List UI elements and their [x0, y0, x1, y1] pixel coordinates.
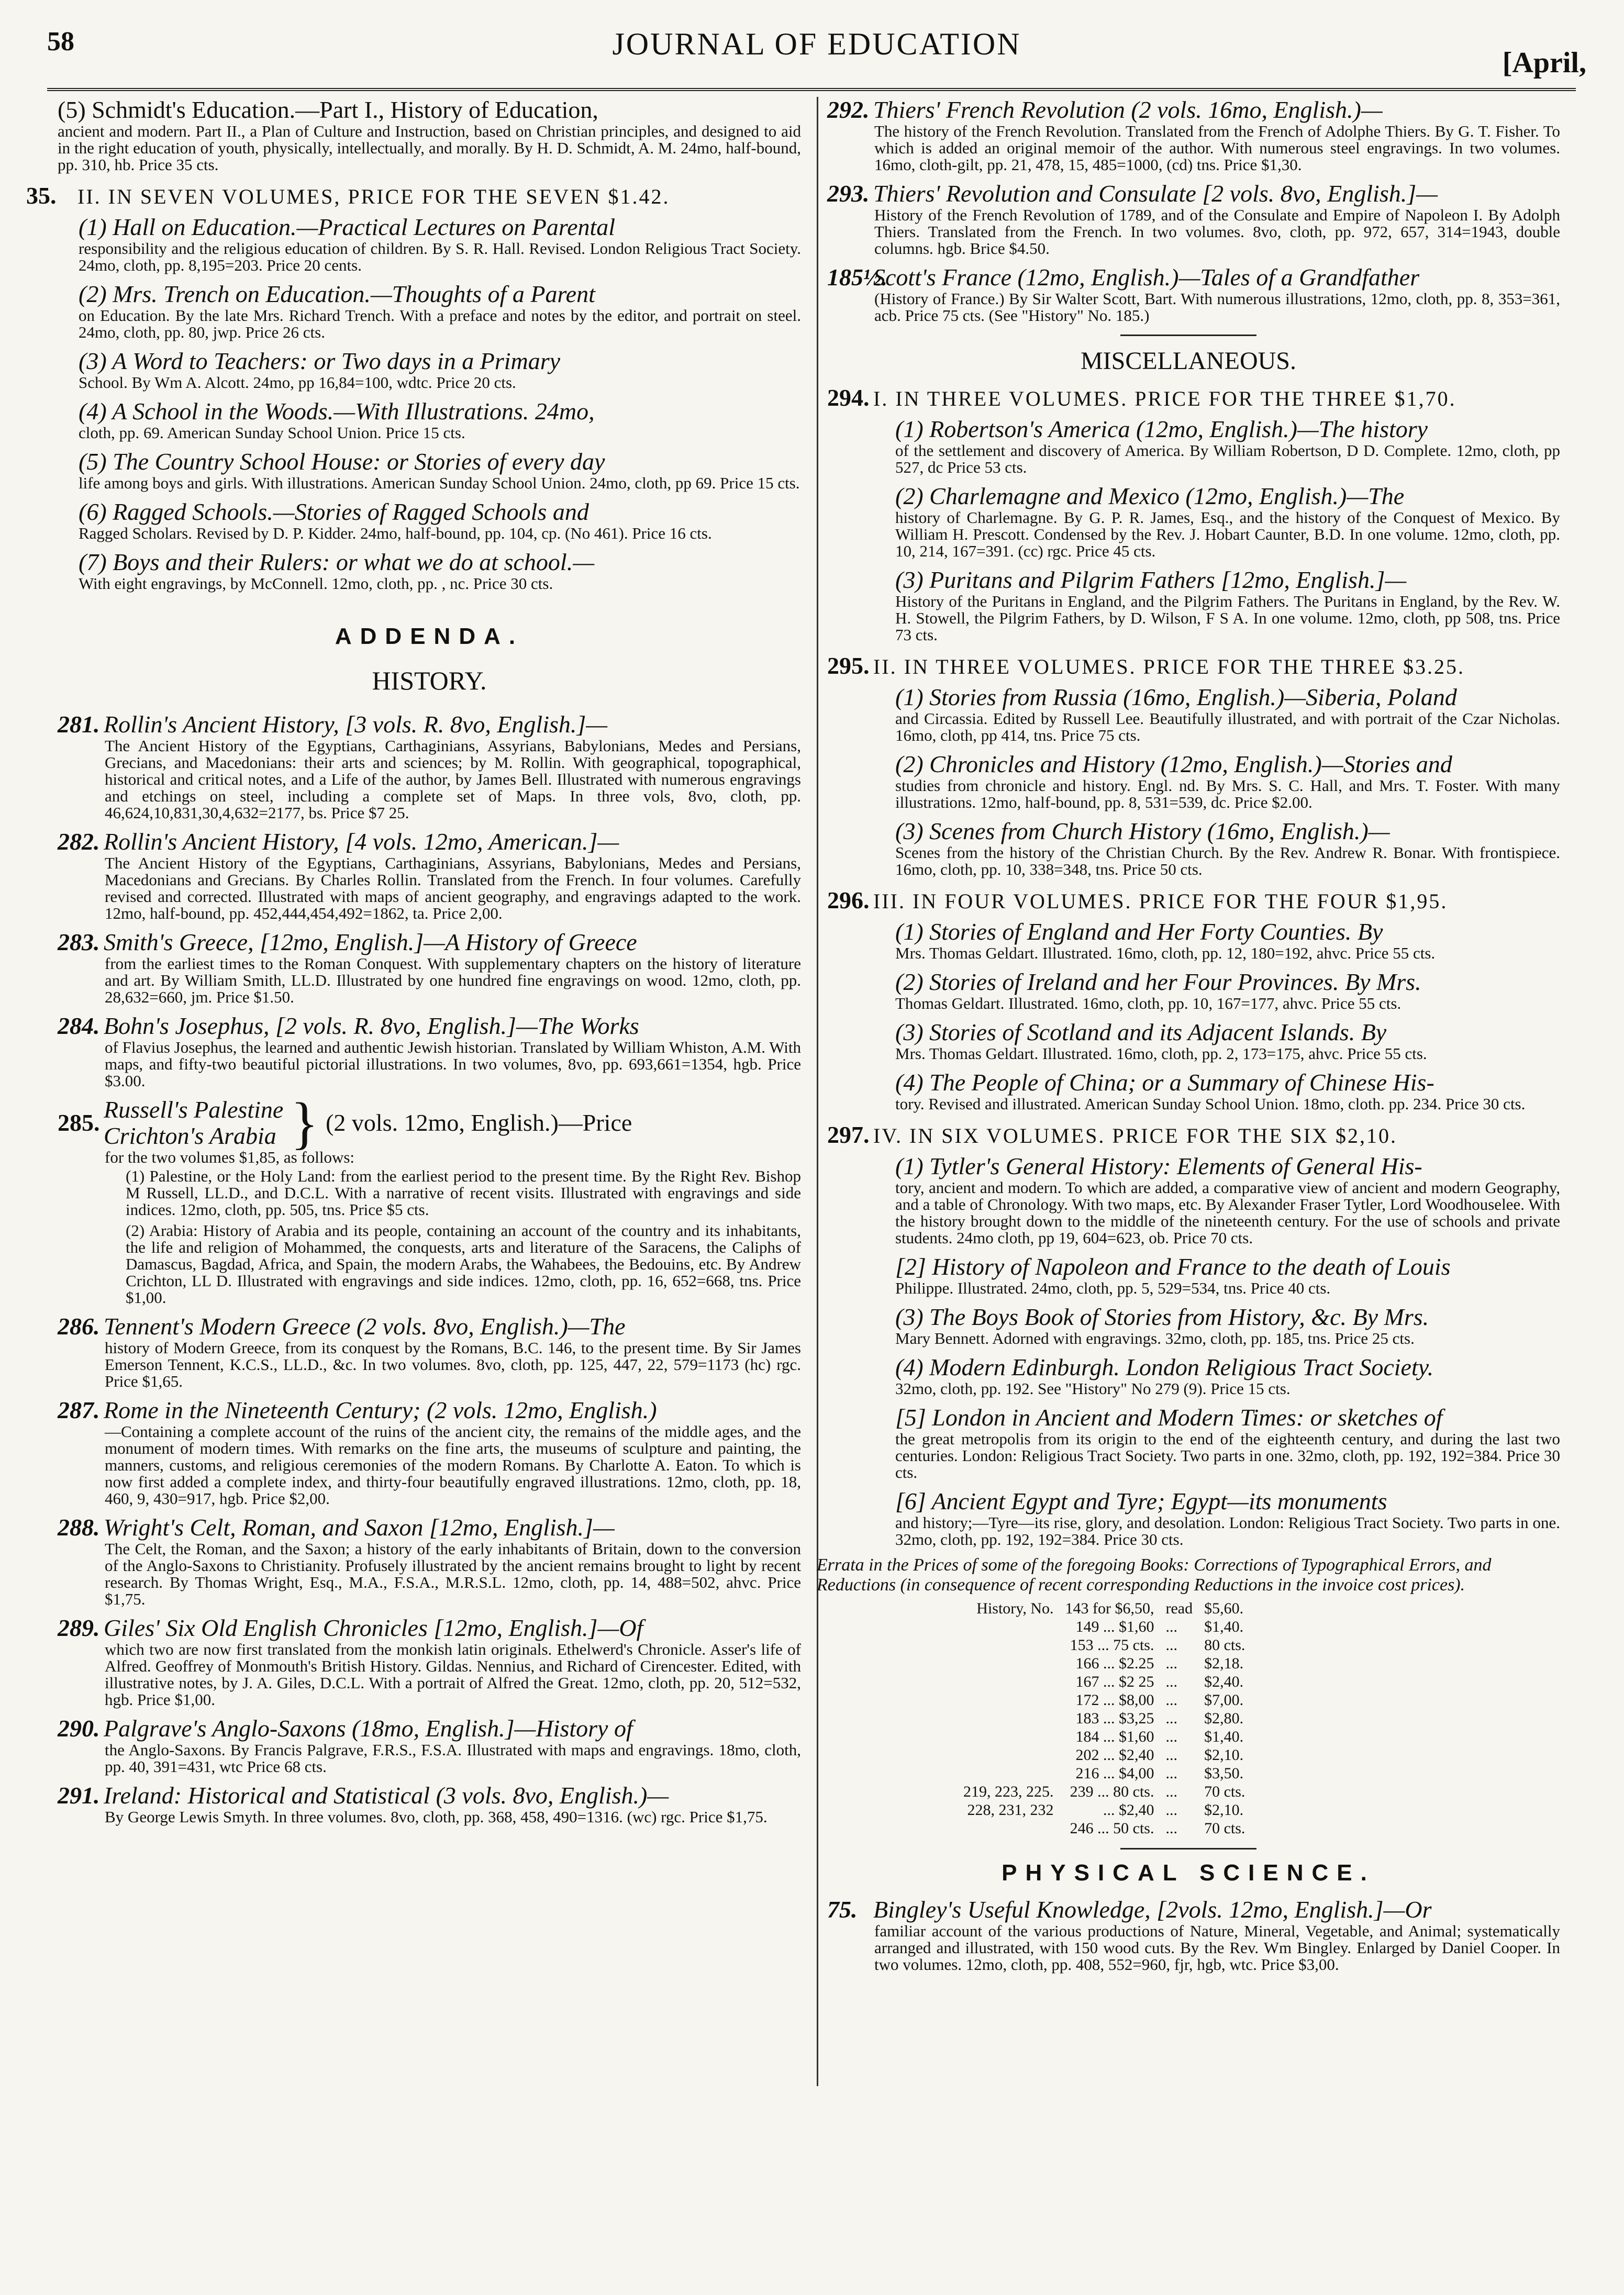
errata-cell: 153 ... 75 cts. — [1070, 1636, 1154, 1654]
item-body: the great metropolis from its origin to the end of the eighteenth century, and during the last two centuries. London: Religious Tract Society. Two parts in one. 32mo, cloth, pp. 192, 192=384. Price 30 cts. — [895, 1430, 1560, 1481]
errata-table — [963, 1599, 1256, 1837]
brace-glyph: } — [291, 1091, 319, 1155]
errata-cell: $2,40. — [1204, 1673, 1244, 1690]
volume-heading — [827, 1121, 1560, 1148]
errata-cell: $7,00. — [1204, 1691, 1244, 1709]
item-lead: (3) Stories of Scotland and its Adjacent Islands. By — [895, 1019, 1387, 1045]
volume-heading — [827, 887, 1560, 913]
miscellaneous-heading: MISCELLANEOUS. — [1080, 347, 1296, 375]
errata-cell: 219, 223, 225. — [963, 1783, 1054, 1800]
item-body: on Education. By the late Mrs. Richard Trench. With a preface and notes by the editor, and portrait on steel. 24mo, cloth, pp. 80, jwp. Price 26 cts. — [79, 306, 801, 341]
sub-entry-palestine: (1) Palestine, or the Holy Land: from the earliest period to the present time. By the Right Rev. Bishop M Russell, LL.D., and D.C.L. With a narrative of recent visits. Illustrated with engravings and side indices. 12mo, cloth, pp. 505, tns. Price $5 cts. — [126, 1167, 801, 1219]
errata-row — [963, 1599, 1256, 1618]
errata-row — [963, 1709, 1256, 1728]
volume-heading — [827, 652, 1560, 679]
errata-cell: $5,60. — [1204, 1600, 1244, 1617]
entry-body: of Flavius Josephus, the learned and authentic Jewish historian. Translated by William Whiston, A.M. With maps, and fifty-two beautiful pictorial illustrations. In two volumes, 8vo, pp. 693,661=1354, hgb. Price $3.00. — [105, 1038, 801, 1090]
errata-cell: 149 ... $1,60 — [1075, 1618, 1154, 1635]
errata-cell: ... — [1165, 1636, 1177, 1654]
errata-row — [963, 1654, 1256, 1673]
entry-title-arabia: Crichton's Arabia — [104, 1122, 276, 1149]
errata-cell — [963, 1764, 1065, 1782]
volume-heading-35 — [26, 182, 801, 209]
entry-body: The Ancient History of the Egyptians, Carthaginians, Assyrians, Babylonians, Medes and Persians, Macedonians and Grecians. By Charles Rollin. Translated from the French. In four volumes. Carefully revised and corrected. Illustrated with maps of ancient geography, and engravings adapted to the work. 12mo, half-bound, pp. 452,444,454,492=1862, ta. Price 2,00. — [105, 854, 801, 922]
errata-cell: ... — [1165, 1746, 1177, 1764]
entry-number: 289. — [58, 1614, 100, 1641]
entry-lead: Rollin's Ancient History, [4 vols. 12mo, American.]— — [104, 828, 619, 855]
item-lead: (1) Hall on Education.—Practical Lectures on Parental — [79, 214, 616, 240]
errata-cell: 166 ... $2.25 — [1075, 1655, 1154, 1672]
errata-cell: $1,40. — [1204, 1618, 1244, 1635]
errata-row — [963, 1691, 1256, 1709]
entry-lead: Rome in the Nineteenth Century; (2 vols. 12mo, English.) — [104, 1397, 657, 1423]
page-number: 58 — [47, 27, 74, 57]
item-body: 32mo, cloth, pp. 192. See "History" No 279 (9). Price 15 cts. — [895, 1379, 1291, 1398]
entry-lead: Bingley's Useful Knowledge, [2vols. 12mo, English.]—Or — [873, 1896, 1432, 1923]
item-body: history of Charlemagne. By G. P. R. James, Esq., and the history of the Conquest of Mexico. By William H. Prescott. Condensed by the Rev. J. Hobart Caunter, B.D. In one volume. 12mo, cloth, pp. 10, 214, 167=391. (cc) rgc. Price 45 cts. — [895, 508, 1560, 560]
item-lead: (4) The People of China; or a Summary of Chinese His- — [895, 1069, 1434, 1096]
volume-label: I. IN THREE VOLUMES. PRICE FOR THE THREE $1,70. — [873, 387, 1456, 410]
errata-cell: ... — [1165, 1765, 1177, 1782]
errata-cell: $2,18. — [1204, 1655, 1244, 1672]
entry-number: 297. — [827, 1121, 870, 1148]
entry-body: The Celt, the Roman, and the Saxon; a history of the early inhabitants of Britain, down to the conversion of the Anglo-Saxons to Christianity. Profusely illustrated by the ancient remains brought to light by recent research. By Thomas Wright, Esq., M.A., F.S.A., M.R.S.L. 12mo, cloth, pp. 14, 488=502, ahvc. Price $1,75. — [105, 1540, 801, 1608]
errata-cell — [963, 1654, 1065, 1673]
item-lead: (3) The Boys Book of Stories from History, &c. By Mrs. — [895, 1304, 1429, 1330]
item-lead: (2) Stories of Ireland and her Four Provinces. By Mrs. — [895, 968, 1421, 995]
volume-label: II. IN THREE VOLUMES. PRICE FOR THE THREE $3.25. — [873, 655, 1465, 678]
entry-number: 185½. — [827, 264, 887, 291]
errata-cell: ... — [1165, 1673, 1177, 1690]
entry-number: 294. — [827, 384, 870, 411]
errata-table-body — [963, 1599, 1256, 1837]
errata-cell — [963, 1618, 1065, 1636]
entry-lead: Thiers' French Revolution (2 vols. 16mo, English.)— — [873, 96, 1383, 123]
item-lead: (4) A School in the Woods.—With Illustrations. 24mo, — [79, 398, 595, 425]
item-body: Ragged Scholars. Revised by D. P. Kidder. 24mo, half-bound, pp. 104, cp. (No 461). Price 16 cts. — [79, 524, 712, 542]
header-rule — [47, 88, 1576, 91]
entry-lead: Tennent's Modern Greece (2 vols. 8vo, English.)—The — [104, 1313, 626, 1340]
errata-cell — [963, 1709, 1065, 1728]
errata-cell: read — [1165, 1600, 1193, 1617]
entry-number: 35. — [26, 182, 57, 209]
entry-body: The history of the French Revolution. Translated from the French of Adolphe Thiers. By G. T. Fisher. To which is added an original memoir of the author. With numerous steel engravings. In two volumes. 16mo, cloth-gilt, pp. 21, 478, 15, 485=1000, (cd) tns. Price $1,30. — [874, 122, 1560, 174]
errata-cell — [963, 1728, 1065, 1746]
errata-cell: ... — [1165, 1710, 1177, 1727]
errata-cell: 184 ... $1,60 — [1075, 1728, 1154, 1745]
volume-heading — [827, 384, 1560, 411]
physical-science-list — [817, 1897, 1560, 1973]
item-body: School. By Wm A. Alcott. 24mo, pp 16,84=100, wdtc. Price 20 cts. — [79, 373, 516, 392]
item-body: and Circassia. Edited by Russell Lee. Beautifully illustrated, and with portrait of the Czar Nicholas. 16mo, cloth, pp 414, tns. Price 75 cts. — [895, 709, 1560, 744]
errata-row — [963, 1764, 1256, 1782]
entry-number: 287. — [58, 1397, 100, 1423]
entry-285 — [58, 1091, 801, 1307]
sub-entry-arabia: (2) Arabia: History of Arabia and its people, containing an account of the country and its inhabitants, the life and religion of Mohammed, the conquests, arts and literature of the Saracens, the Caliphs of Damascus, Bagdad, Africa, and Spain, the modern Arabs, the Wahabees, the Bedouins, etc. By Andrew Crichton, LL D. Illustrated with engravings and side indices. 12mo, cloth, pp. 16, 652=668, tns. Price $1,00. — [126, 1221, 801, 1307]
errata-row — [963, 1746, 1256, 1764]
item-lead: (3) Scenes from Church History (16mo, English.)— — [895, 818, 1390, 844]
errata-cell: 202 ... $2,40 — [1075, 1746, 1154, 1764]
page-header — [47, 26, 1586, 89]
entry-body: for the two volumes $1,85, as follows: — [105, 1148, 355, 1166]
errata-row — [963, 1801, 1256, 1819]
entry-body: ancient and modern. Part II., a Plan of Culture and Instruction, based on Christian principles, and designed to aid in the right education of youth, physically, intellectually, and morally. By H. D. Schmidt, A. M. 24mo, half-bound, pp. 310, hb. Price 35 cts. — [58, 122, 801, 174]
errata-cell: 246 ... 50 cts. — [1070, 1820, 1154, 1837]
errata-cell: $2,10. — [1204, 1746, 1244, 1764]
item-lead: (1) Robertson's America (12mo, English.)—The history — [895, 416, 1428, 442]
errata-cell: 70 cts. — [1204, 1820, 1245, 1837]
entry-lead: Scott's France (12mo, English.)—Tales of a Grandfather — [873, 264, 1420, 291]
history-list — [58, 711, 801, 1825]
item-lead: (5) The Country School House: or Stories of every day — [79, 448, 605, 475]
entry-number: 286. — [58, 1313, 100, 1340]
item-lead: (3) Puritans and Pilgrim Fathers [12mo, English.]— — [895, 566, 1407, 593]
entry-body: (History of France.) By Sir Walter Scott, Bart. With numerous illustrations, 12mo, cloth, pp. 8, 353=361, acb. Price 75 cts. (See "History" No. 185.) — [874, 289, 1560, 325]
entry-lead: Giles' Six Old English Chronicles [12mo, English.]—Of — [104, 1614, 643, 1641]
volume-label: II. IN SEVEN VOLUMES, PRICE FOR THE SEVEN $1.42. — [77, 185, 670, 208]
entry-number: 293. — [827, 180, 870, 207]
errata-cell — [963, 1819, 1065, 1837]
entry-body: from the earliest times to the Roman Conquest. With supplementary chapters on the history of literature and art. By William Smith, LL.D. Illustrated by one hundred fine engravings on wood. 12mo, cloth, pp. 28,632=660, jm. Price $1.50. — [105, 954, 801, 1006]
entry-body: By George Lewis Smyth. In three volumes. 8vo, cloth, pp. 368, 458, 490=1316. (wc) rgc. Price $1,75. — [105, 1808, 767, 1826]
entry-number: 291. — [58, 1782, 100, 1809]
entry-number: 284. — [58, 1012, 100, 1039]
errata-row — [963, 1618, 1256, 1636]
item-lead: [5] London in Ancient and Modern Times: or sketches of — [895, 1404, 1443, 1431]
addenda-heading: ADDENDA. — [335, 623, 524, 649]
errata-cell: ... — [1165, 1783, 1177, 1800]
errata-cell: ... — [1165, 1655, 1177, 1672]
item-lead: [6] Ancient Egypt and Tyre; Egypt—its monuments — [895, 1488, 1387, 1514]
errata-cell: ... $2,40 — [1103, 1801, 1154, 1819]
entry-body: history of Modern Greece, from its conquest by the Romans, B.C. 146, to the present time. By Sir James Emerson Tennent, K.C.S., LL.D., &c. In two volumes. 8vo, cloth, pp. 125, 447, 22, 579=1173 (hc) rgc. Price $1,65. — [105, 1339, 801, 1390]
entry-number: 295. — [827, 652, 870, 679]
item-lead: (6) Ragged Schools.—Stories of Ragged Schools and — [79, 498, 589, 525]
item-body: and history;—Tyre—its rise, glory, and desolation. London: Religious Tract Society. Two parts in one. 32mo, cloth, pp. 192, 192=384. Price 30 cts. — [895, 1513, 1560, 1548]
item-lead: (2) Chronicles and History (12mo, English.)—Stories and — [895, 751, 1452, 777]
item-body: Philippe. Illustrated. 24mo, cloth, pp. 5, 529=534, tns. Price 40 cts. — [895, 1279, 1331, 1297]
errata-cell: 80 cts. — [1204, 1636, 1245, 1654]
item-lead: (1) Stories of England and Her Forty Counties. By — [895, 918, 1383, 945]
entry-number: 285. — [58, 1109, 100, 1136]
volume-label: III. IN FOUR VOLUMES. PRICE FOR THE FOUR $1,95. — [873, 889, 1448, 913]
right-column — [817, 97, 1560, 1980]
errata-cell: 167 ... $2 25 — [1075, 1673, 1154, 1690]
item-body: cloth, pp. 69. American Sunday School Union. Price 15 cts. — [79, 424, 465, 442]
errata-cell: History, No. — [976, 1600, 1054, 1617]
errata-row — [963, 1673, 1256, 1691]
entry-number: 288. — [58, 1514, 100, 1541]
entry-number: 281. — [58, 711, 100, 738]
entry-lead: Thiers' Revolution and Consulate [2 vols. 8vo, English.]— — [873, 180, 1438, 207]
errata-cell: $2,10. — [1204, 1801, 1244, 1819]
errata-cell — [963, 1636, 1065, 1654]
errata-cell: 239 ... 80 cts. — [1070, 1783, 1154, 1800]
errata-cell: 143 for $6,50, — [1065, 1600, 1154, 1617]
item-body: Thomas Geldart. Illustrated. 16mo, cloth, pp. 10, 167=177, ahvc. Price 55 cts. — [895, 994, 1401, 1012]
errata-cell: ... — [1165, 1728, 1177, 1745]
item-lead: (3) A Word to Teachers: or Two days in a Primary — [79, 348, 561, 374]
errata-cell: $2,80. — [1204, 1710, 1244, 1727]
entry-title-palestine: Russell's Palestine — [104, 1096, 284, 1123]
errata-cell: 183 ... $3,25 — [1075, 1710, 1154, 1727]
errata-intro: Errata in the Prices of some of the foregoing Books: Corrections of Typographical Errors, and Reductions (in consequence of recent corresponding Reductions in the invoice cost prices). — [817, 1555, 1492, 1595]
entry-body: which two are now first translated from the monkish latin originals. Ethelwerd's Chronicle. Asser's life of Alfred. Geoffrey of Monmouth's British History. Gildas. Nennius, and Richard of Cirencester. Edited, with illustrative notes, by J. A. Giles, D.C.L. With a portrait of Alfred the Great. 12mo, cloth, pp. 20, 512=532, hgb. Price $1,00. — [105, 1640, 801, 1709]
errata-cell: 216 ... $4,00 — [1075, 1765, 1154, 1782]
item-lead: (4) Modern Edinburgh. London Religious Tract Society. — [895, 1354, 1434, 1380]
errata-cell — [963, 1746, 1065, 1764]
volume-items-35 — [79, 214, 801, 592]
item-body: Mrs. Thomas Geldart. Illustrated. 16mo, cloth, pp. 12, 180=192, ahvc. Price 55 cts. — [895, 944, 1436, 962]
item-lead: (2) Mrs. Trench on Education.—Thoughts of a Parent — [79, 281, 595, 307]
item-body: tory, ancient and modern. To which are added, a comparative view of ancient and modern Geography, and a table of Chronology. With two maps, etc. By Alexander Fraser Tytler, Lord Woodhouselee. With the history brought down to the middle of the nineteenth century. For the use of schools and private students. 24mo cloth, pp 19, 604=623, ob. Price 70 cts. — [895, 1178, 1560, 1247]
entry-body: familiar account of the various productions of Nature, Mineral, Vegetable, and Animal; systematically arranged and illustrated, with 150 wood cuts. By the Rev. Wm Bingley. Enlarged by Daniel Cooper. In two volumes. 12mo, cloth, pp. 408, 552=960, fjr, hgb, wtc. Price $3,00. — [874, 1922, 1560, 1974]
item-body: tory. Revised and illustrated. American Sunday School Union. 18mo, cloth. pp. 234. Price 30 cts. — [895, 1095, 1526, 1113]
errata-cell: ... — [1165, 1691, 1177, 1709]
entry-number: 75. — [827, 1896, 858, 1923]
errata-cell: ... — [1165, 1618, 1177, 1635]
item-body: Mrs. Thomas Geldart. Illustrated. 16mo, cloth, pp. 2, 173=175, ahvc. Price 55 cts. — [895, 1044, 1427, 1063]
entry-body: the Anglo-Saxons. By Francis Palgrave, F.R.S., F.S.A. Illustrated with maps and engravings. 18mo, cloth, pp. 40, 391=431, wtc Price 68 cts. — [105, 1741, 801, 1776]
errata-cell: 70 cts. — [1204, 1783, 1245, 1800]
errata-cell: $1,40. — [1204, 1728, 1244, 1745]
entry-lead: Bohn's Josephus, [2 vols. R. 8vo, English.]—The Works — [104, 1012, 639, 1039]
item-lead: (7) Boys and their Rulers: or what we do at school.— — [79, 549, 595, 575]
errata-row — [963, 1782, 1256, 1801]
history-heading: HISTORY. — [372, 666, 487, 695]
item-lead: (2) Charlemagne and Mexico (12mo, English.)—The — [895, 483, 1405, 509]
entry-body: History of the French Revolution of 1789, and of the Consulate and Empire of Napoleon I. By Adolph Thiers. Translated from the French. In two volumes. 8vo, cloth, pp. 972, 657, 314=1943, double columns. hgb. Brice $4.50. — [874, 206, 1560, 258]
left-column — [26, 96, 801, 1833]
entry-number: 292. — [827, 96, 870, 123]
errata-cell: 172 ... $8,00 — [1075, 1691, 1154, 1709]
entry-lead: Palgrave's Anglo-Saxons (18mo, English.]—History of — [104, 1715, 633, 1742]
history-continued — [817, 97, 1560, 324]
item-body: With eight engravings, by McConnell. 12mo, cloth, pp. , nc. Price 30 cts. — [79, 574, 553, 593]
entry-number: 296. — [827, 887, 870, 913]
item-body: History of the Puritans in England, and the Pilgrim Fathers. The Puritans in England, by the Rev. W. H. Stowell, the Pilgrim Fathers, by D. Wilson, F S A. In one volume. 12mo, cloth, pp 508, tns. Price 73 cts. — [895, 592, 1560, 644]
item-body: life among boys and girls. With illustrations. American Sunday School Union. 24mo, cloth, pp 69. Price 15 cts. — [79, 474, 800, 492]
entry-lead: (5) Schmidt's Education.—Part I., History of Education, — [58, 96, 598, 123]
entry-body: —Containing a complete account of the ruins of the ancient city, the remains of the middle ages, and the monument of modern times. With remarks on the fine arts, the museums of sculpture and painting, the manners, customs, and religious ceremonies of the modern Romans. By Charlotte A. Eaton. To which is now first added a complete index, and thirty-four beautifully engraved illustrations. 12mo, cloth, pp. 18, 460, 9, 430=917, hgb. Price $2,00. — [105, 1422, 801, 1508]
item-lead: (1) Stories from Russia (16mo, English.)—Siberia, Poland — [895, 684, 1457, 710]
errata-cell: ... — [1165, 1820, 1177, 1837]
issue-month: [April, — [1502, 47, 1586, 79]
entry-lead: Wright's Celt, Roman, and Saxon [12mo, English.]— — [104, 1514, 615, 1541]
volume-label: IV. IN SIX VOLUMES. PRICE FOR THE SIX $2,10. — [873, 1124, 1397, 1148]
entry-number: 290. — [58, 1715, 100, 1742]
entry-number: 282. — [58, 828, 100, 855]
misc-list — [817, 386, 1560, 1548]
errata-row — [963, 1819, 1256, 1837]
item-body: Scenes from the history of the Christian Church. By the Rev. Andrew R. Bonar. With frontispiece. 16mo, cloth, pp. 10, 338=348, tns. Price 50 cts. — [895, 843, 1560, 878]
errata-cell — [963, 1691, 1065, 1709]
entry-lead: Smith's Greece, [12mo, English.]—A History of Greece — [104, 929, 637, 955]
item-lead: [2] History of Napoleon and France to the death of Louis — [895, 1253, 1451, 1280]
entry-schmidt — [58, 97, 801, 173]
journal-title: JOURNAL OF EDUCATION — [612, 27, 1021, 61]
entry-tail: (2 vols. 12mo, English.)—Price — [326, 1109, 632, 1136]
errata-cell — [963, 1673, 1065, 1691]
item-body: responsibility and the religious education of children. By S. R. Hall. Revised. London Religious Tract Society. 24mo, cloth, pp. 8,195=203. Price 20 cents. — [79, 239, 801, 274]
errata-cell: ... — [1165, 1801, 1177, 1819]
item-body: studies from chronicle and history. Engl. nd. By Mrs. S. C. Hall, and Mrs. T. Foster. With many illustrations. 12mo, half-bound, pp. 8, 531=539, dc. Price $2.00. — [895, 776, 1560, 811]
physical-science-heading: PHYSICAL SCIENCE. — [1002, 1860, 1375, 1886]
item-body: of the settlement and discovery of America. By William Robertson, D D. Complete. 12mo, cloth, pp 527, dc Price 53 cts. — [895, 441, 1560, 476]
item-body: Mary Bennett. Adorned with engravings. 32mo, cloth, pp. 185, tns. Price 25 cts. — [895, 1329, 1415, 1347]
entry-body: The Ancient History of the Egyptians, Carthaginians, Assyrians, Babylonians, Medes and Persians, Grecians, and Macedonians: their arts and sciences; by M. Rollin. With geographical, topographical, historical and critical notes, and a Life of the author, by James Bell. Illustrated with numerous engravings and etchings on steel, including a complete set of Maps. In three vols, 8vo, cloth, pp. 46,624,10,831,30,4,632=2177, bs. Price $7 25. — [105, 737, 801, 822]
entry-number: 283. — [58, 929, 100, 955]
errata-cell: 228, 231, 232 — [967, 1801, 1054, 1819]
errata-cell: $3,50. — [1204, 1765, 1244, 1782]
section-divider — [1120, 335, 1256, 336]
errata-row — [963, 1728, 1256, 1746]
item-lead: (1) Tytler's General History: Elements of General His- — [895, 1153, 1422, 1179]
entry-lead: Ireland: Historical and Statistical (3 vols. 8vo, English.)— — [104, 1782, 669, 1809]
entry-lead: Rollin's Ancient History, [3 vols. R. 8vo, English.]— — [104, 711, 608, 738]
errata-row — [963, 1636, 1256, 1654]
section-divider — [1120, 1848, 1256, 1850]
